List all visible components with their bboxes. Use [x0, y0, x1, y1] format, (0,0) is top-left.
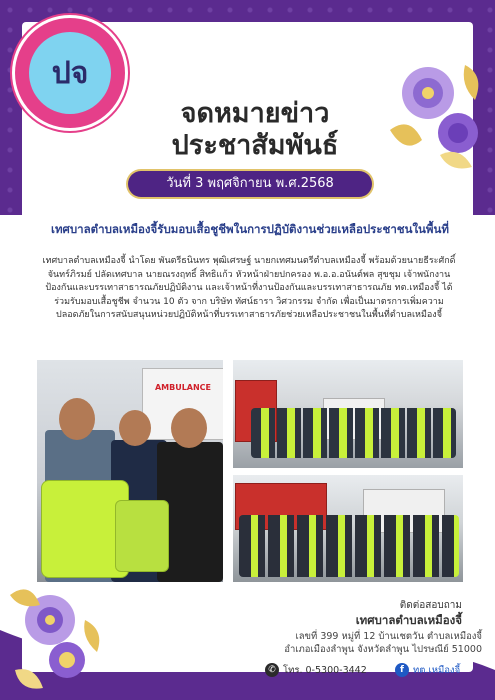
facebook-name: ทต.เหมืองจี้	[413, 664, 461, 676]
title-line-2: ประชาสัมพันธ์	[171, 130, 339, 161]
logo-emblem	[29, 32, 111, 114]
group-bottom-people	[239, 515, 459, 577]
flower-decoration-top-icon	[380, 45, 490, 175]
address-line-2: อำเภอเมืองลำพูน จังหวัดลำพูน ไปรษณีย์ 51000	[284, 644, 482, 655]
life-vest-second	[115, 500, 169, 572]
article-headline: เทศบาลตำบลเหมืองจี้รับมอบเสื้อชูชีพในการปฏิบัติงานช่วยเหลือประชาชนในพื้นที่	[51, 222, 449, 236]
contact-phone	[265, 662, 367, 678]
title-line-1: จดหมายข่าว	[180, 98, 330, 129]
phone-number: โทร. 0-5300-3442	[283, 664, 367, 676]
article-body: เทศบาลตำบลเหมืองจี้ นำโดย พันตรีธนินทร พุฒิเศรษฐ์ นายกเทศมนตรีตำบลเหมืองจี้ พร้อมด้วยนายธีระศักดิ์ จันทร์ภิรมย์ ปลัดเทศบาล นายณรงฤทธิ์ สิทธิแก้ว หัวหน้าฝ่ายปกครอง พ.อ.อ.อนันต์พล สุขชุม เจ้าพนักงานป้องกันและบรรเทาสาธารณภัยปฏิบัติงาน และเจ้าหน้าที่งานป้องกันและบรรเทาสาธารณภัย ทต.เหมืองจี้ ได้ร่วมรับมอบเสื้อชูชีพ จำนวน 10 ตัว จาก บริษัท ทัศน์ธารา วิศวกรรม จำกัด เพื่อเป็นมาตรการเพิ่มความปลอดภัยในการสนับสนุนหน่วยปฏิบัติหน้าที่บรรเทาสาธารภัยช่วยเหลือประชาชนในพื้นที่ตำบลเหมืองจี้	[42, 256, 456, 321]
person-left-head	[59, 398, 95, 440]
group-top-people	[251, 408, 456, 458]
flower-decoration-bottom-icon	[5, 570, 115, 698]
person-right-head	[171, 408, 207, 448]
contact-heading: ติดต่อสอบถาม	[399, 600, 462, 611]
logo-initials: ปจ	[51, 55, 89, 91]
contact-address	[200, 630, 482, 656]
photo-handover	[37, 360, 223, 582]
person-middle-head	[119, 410, 151, 446]
contact-organization: เทศบาลตำบลเหมืองจี้	[355, 613, 462, 627]
facebook-icon: f	[395, 663, 409, 677]
phone-icon: ✆	[265, 663, 279, 677]
address-line-1: เลขที่ 399 หมู่ที่ 12 บ้านเชตวัน ตำบลเหมืองจี้	[295, 631, 482, 642]
date-badge: วันที่ 3 พฤศจิกายน พ.ศ.2568	[128, 171, 372, 197]
ambulance-label: AMBULANCE	[154, 383, 212, 392]
photo-group-bottom	[233, 475, 463, 582]
municipality-logo	[15, 18, 125, 128]
photo-group-top	[233, 360, 463, 468]
newsletter-title	[130, 98, 380, 162]
contact-facebook[interactable]	[395, 662, 460, 678]
